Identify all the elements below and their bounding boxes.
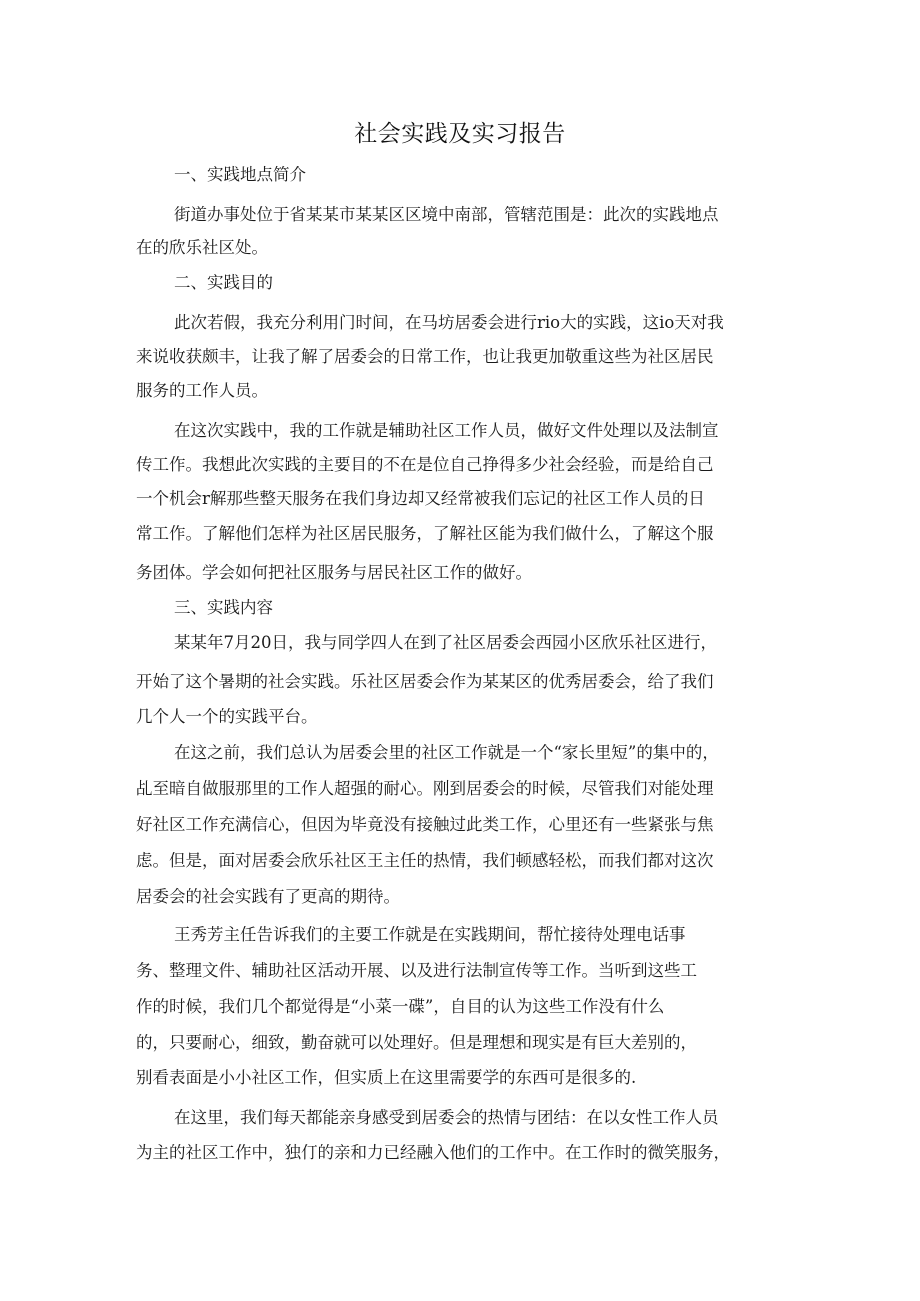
paragraph-line: 务团体。学会如何把社区服务与居民社区工作的做好。 [136,563,532,582]
paragraph-line: 在的欣乐社区处。 [136,238,268,257]
paragraph-line: 几个人一个的实践平台。 [136,707,318,726]
paragraph-line: 开始了这个暑期的社会实践。乐社区居委会作为某某区的优秀居委会，给了我们 [136,672,714,691]
paragraph-line: 居委会的社会实践有了更高的期待。 [136,887,400,906]
paragraph-line: 常工作。了解他们怎样为社区居民服务，了解社区能为我们做什么，了解这个服 [136,524,714,543]
paragraph-line: 在这次实践中，我的工作就是辅助社区工作人员，做好文件处理以及法制宣 [174,421,719,440]
paragraph-line: 某某年7月20日，我与同学四人在到了社区居委会西园小区欣乐社区进行， [174,633,717,652]
paragraph-line: 为主的社区工作中，独仃的亲和力已经融入他们的工作中。在工作时的微笑服务， [136,1143,730,1162]
paragraph-line: 王秀芳主任告诉我们的主要工作就是在实践期间，帮忙接待处理电话事 [174,925,686,944]
paragraph-line: 街道办事处位于省某某市某某区区境中南部，管辖范围是：此次的实践地点 [174,205,719,224]
paragraph-line: 乩至暗自做服那里的工作人超强的耐心。刚到居委会的时候，尽管我们对能处理 [136,779,714,798]
paragraph-line: 传工作。我想此次实践的主要目的不在是位自己挣得多少社会经验，而是给自己 [136,455,714,474]
paragraph-line: 作的时候，我们几个都觉得是“小菜一碟”，自目的认为这些工作没有什么 [136,997,665,1016]
document-title: 社会实践及实习报告 [354,121,566,147]
paragraph-line: 虑。但是，面对居委会欣乐社区王主任的热情，我们顿感轻松，而我们都对这次 [136,851,714,870]
paragraph-line: 服务的工作人员。 [136,381,268,400]
paragraph-line: 别看表面是小小社区工作，但实质上在这里需要学的东西可是很多的. [136,1068,637,1087]
section-heading: 一、实践地点简介 [174,165,306,184]
paragraph-line: 在这之前，我们总认为居委会里的社区工作就是一个“家长里短”的集中的， [174,743,719,762]
paragraph-line: 此次若假，我充分利用门时间，在马坊居委会进行rio大的实践，这io天对我 [174,313,724,332]
section-heading: 三、实践内容 [174,598,273,617]
paragraph-line: 务、整理文件、辅助社区活动开展、以及进行法制宣传等工作。当听到这些工 [136,961,697,980]
paragraph-line: 一个机会r解那些整天服务在我们身边却又经常被我们忘记的社区工作人员的日 [136,489,705,508]
paragraph-line: 在这里，我们每天都能亲身感受到居委会的热情与团结：在以女性工作人员 [174,1108,719,1127]
paragraph-line: 好社区工作充满信心，但因为毕竟没有接触过此类工作，心里还有一些紧张与焦 [136,815,714,834]
paragraph-line: 的，只要耐心，细致，勤奋就可以处理好。但是理想和现实是有巨大差别的， [136,1033,697,1052]
paragraph-line: 来说收获颇丰，让我了解了居委会的日常工作，也让我更加敬重这些为社区居民 [136,347,714,366]
section-heading: 二、实践目的 [174,273,273,292]
